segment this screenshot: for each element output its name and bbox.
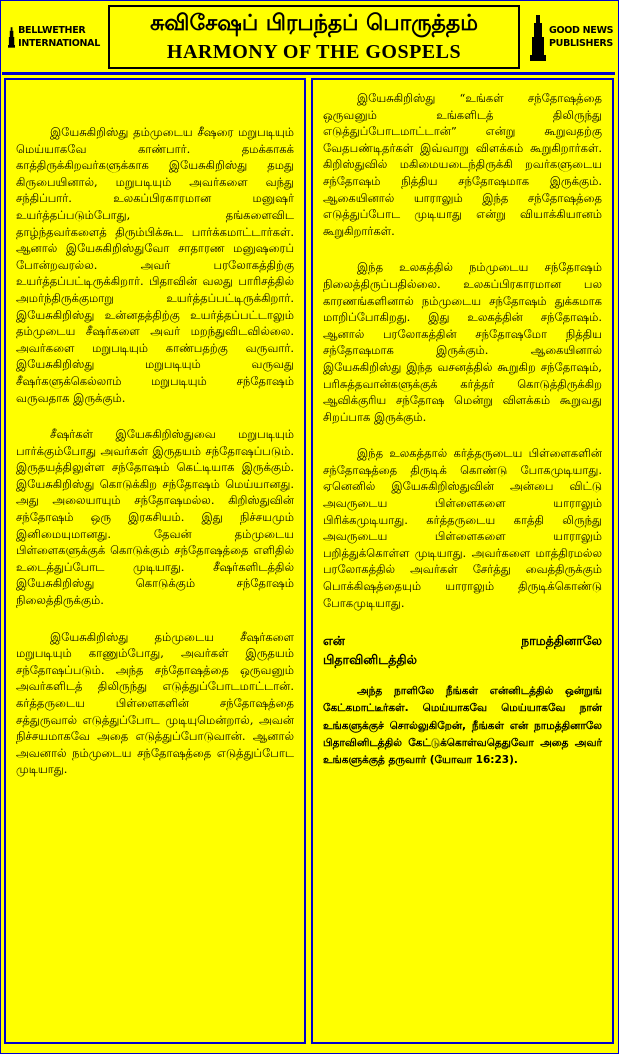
logo-left-line2: INTERNATIONAL xyxy=(18,38,100,49)
paragraph: இயேசுகிறிஸ்து தம்முடைய சீஷர்களை மறுபடியும் காணும்போது, அவர்கள் இருதயம் சந்தோஷப்படும். அந்த சந்தோஷத்தை ஒருவனும் அவர்களிடத் திலிருந்து எடுத்துப்போடமாட்டான். கர்த்தருடைய பிள்ளைகளின் சந்தோஷத்தை சத்துருவால் எடுத்துப்போட முடியுமென்றால், அவன் நிச்சயமாகவே அதை எடுத்துப்போடுவான். ஆனால் அவனால் நம்முடைய சந்தோஷத்தை எடுத்துப்போட முடியாது. xyxy=(16,629,294,777)
right-column xyxy=(311,78,614,1044)
page-title-tamil: சுவிசேஷப் பிரபந்தப் பொருத்தம் xyxy=(150,11,478,36)
good-news-logo xyxy=(530,10,618,64)
heading-word-right: நாமத்தினாலே xyxy=(521,633,602,649)
logo-right-line2: PUBLISHERS xyxy=(549,38,613,49)
tower-icon xyxy=(8,13,15,61)
logo-left-line1: BELLWETHER xyxy=(18,25,86,36)
paragraph: இயேசுகிறிஸ்து தம்முடைய சீஷரை மறுபடியும் மெய்யாகவே காண்பார். தமக்காகக் காத்திருக்கிறவர்களுக்காக இயேசுகிறிஸ்து தமது கிருபையினால், மறுபடியும் அவர்களை வந்து சந்திப்பார். உலகப்பிரகாரமான மனுஷர் உயர்த்தப்படும்போது, தங்களைவிட தாழ்ந்தவர்களைத் திரும்பிக்கூட பார்க்கமாட்டார்கள். ஆனால் இயேசுகிறிஸ்துவோ சாதாரண மனுஷரைப் போன்றவரல்ல. அவர் பரலோகத்திற்கு உயர்த்தப்பட்டிருக்கிறார். பிதாவின் வலது பாரிசத்தில் அமர்ந்திருக்குமாறு உயர்த்தப்பட்டிருக்கிறார். இயேசுகிறிஸ்து உன்னதத்திற்கு உயர்த்தப்பட்டாலும் தம்முடைய சீஷர்களை அவர் மறந்துவிடவில்லை. அவர்களை மறுபடியும் காண்பதற்கு வருவார். இயேசுகிறிஸ்து மறுபடியும் வருவது சீஷர்களுக்கெல்லாம் மறுபடியும் சந்தோஷம் வருவதாக இருக்கும். xyxy=(16,125,294,405)
left-column xyxy=(4,78,306,1044)
paragraph: சீஷர்கள் இயேசுகிறிஸ்துவை மறுபடியும் பார்க்கும்போது அவர்கள் இருதயம் சந்தோஷப்படும். இருதயத்திலுள்ள சந்தோஷம் கெட்டியாக இருக்கும். இயேசுகிறிஸ்து கொடுக்கிற சந்தோஷம் மெய்யானது. அது அலையாயும் சந்தோஷமல்ல. கிறிஸ்துவின் சந்தோஷம் ஒரு இரகசியம். இது நிச்சயமும் இனிமையுமானது. தேவன் தம்முடைய பிள்ளைகளுக்குக் கொடுக்கும் சந்தோஷத்தை எளிதில் உடைத்துப்போட முடியாது. சீஷர்களிடத்தில் இயேசுகிறிஸ்து கொடுக்கும் சந்தோஷம் நிலைத்திருக்கும். xyxy=(16,427,294,608)
paragraph: இயேசுகிறிஸ்து “உங்கள் சந்தோஷத்தை ஒருவனும் உங்களிடத் திலிருந்து எடுத்துப்போடமாட்டான்” என்று கூறுவதற்கு வேதபண்டிதர்கள் இவ்வாறு விளக்கம் கூறுகிறார்கள். கிறிஸ்துவில் மகிமையடைந்திருக்கி றவர்களுடைய சந்தோஷம் நித்திய சந்தோஷமாக இருக்கும். ஆகையினால் யாராலும் இந்த சந்தோஷத்தை எடுத்துப்போட முடியாது என்று வியாக்கியானம் கூறுகிறார்கள். xyxy=(323,91,602,238)
section-heading xyxy=(323,631,602,669)
bellwether-logo xyxy=(8,10,100,64)
page-title-english: HARMONY OF THE GOSPELS xyxy=(166,41,462,63)
paragraph: இந்த உலகத்தில் நம்முடைய சந்தோஷம் நிலைத்திருப்பதில்லை. உலகப்பிரகாரமான பல காரணங்களினால் நம்முடைய சந்தோஷம் துக்கமாக மாறிப்போகிறது. இது உலகத்தின் சந்தோஷம். ஆனால் பரலோகத்தின் சந்தோஷமோ நித்திய சந்தோஷமாக இருக்கும். ஆகையினால் இயேசுகிறிஸ்து இந்த வசனத்தில் கூறுகிற சந்தோஷம், பரிசுத்தவான்களுக்குக் கர்த்தர் கொடுத்திருக்கிற ஆவிக்குரிய சந்தோஷ மென்று விளக்கம் கூறுவது சிறப்பாக இருக்கும். xyxy=(323,260,602,424)
paragraph: இந்த உலகத்தால் கர்த்தருடைய பிள்ளைகளின் சந்தோஷத்தை திருடிக் கொண்டு போகமுடியாது. ஏனெனில் இயேசுகிறிஸ்துவின் அன்பை விட்டு அவருடைய பிள்ளைகளை யாராலும் பிரிக்கமுடியாது. கர்த்தருடைய காத்தி லிருந்து அவருடைய பிள்ளைகளை யாராலும் பறித்துக்கொள்ள முடியாது. அவர்களை மாத்திரமல்ல பரலோகத்தில் அவர்கள் சேர்த்து வைத்திருக்கும் பொக்கிஷத்தையும் யாராலும் திருடிக்கொண்டு போகமுடியாது. xyxy=(323,446,602,610)
logo-right-line1: GOOD NEWS xyxy=(549,25,614,36)
heading-line2: பிதாவினிடத்தில் xyxy=(323,652,417,668)
header xyxy=(2,2,615,75)
heading-word-left: என் xyxy=(323,633,345,649)
tower-icon xyxy=(530,13,546,61)
title-box xyxy=(108,5,520,69)
scripture-verse: அந்த நாளிலே நீங்கள் என்னிடத்தில் ஒன்றுங் கேட்கமாட்டீர்கள். மெய்யாகவே மெய்யாகவே நான் உங்களுக்குச் சொல்லுகிறேன், நீங்கள் என் நாமத்தினாலே பிதாவினிடத்தில் கேட்டுக்கொள்வதெதுவோ அதை அவர் உங்களுக்குத் தருவார் (யோவா 16:23). xyxy=(323,685,602,767)
